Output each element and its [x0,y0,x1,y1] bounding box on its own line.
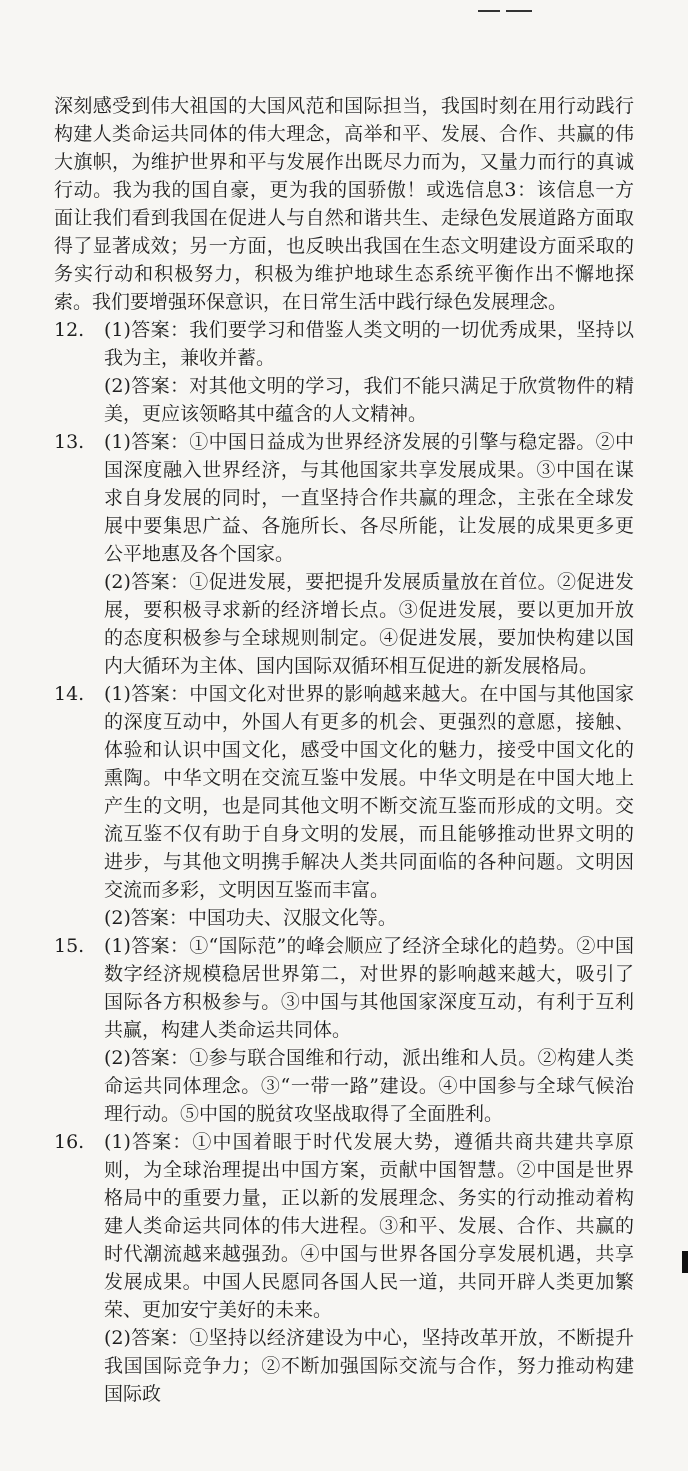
question-item-15 [54,932,634,1044]
answer-part-1: (1)答案：①中国日益成为世界经济发展的引擎与稳定器。②中国深度融入世界经济，与其他国家共享发展成果。③中国在谋求自身发展的同时，一直坚持合作共赢的理念，主张在全球发展中要集思广益、各施所长、各尽所能，让发展的成果更多更公平地惠及各个国家。 [104,431,634,565]
answer-part-2: (2)答案：对其他文明的学习，我们不能只满足于欣赏物件的精美，更应该领略其中蕴含的人文精神。 [104,375,634,425]
question-item-14 [54,680,634,904]
answer-part-1: (1)答案：我们要学习和借鉴人类文明的一切优秀成果，坚持以我为主，兼收并蓄。 [104,319,634,369]
question-number: 12. [54,319,85,341]
answer-part-1: (1)答案：①“国际范”的峰会顺应了经济全球化的趋势。②中国数字经济规模稳居世界第二，对世界的影响越来越大，吸引了国际各方积极参与。③中国与其他国家深度互动，有利于互利共赢，构建人类命运共同体。 [104,935,634,1041]
top-mark-right [506,10,532,12]
question-item-13 [54,428,634,568]
answer-part-1: (1)答案：中国文化对世界的影响越来越大。在中国与其他国家的深度互动中，外国人有更多的机会、更强烈的意愿，接触、体验和认识中国文化，感受中国文化的魅力，接受中国文化的熏陶。中华文明在交流互鉴中发展。中华文明是在中国大地上产生的文明，也是同其他文明不断交流互鉴而形成的文明。交流互鉴不仅有助于自身文明的发展，而且能够推动世界文明的进步，与其他文明携手解决人类共同面临的各种问题。文明因交流而多彩，文明因互鉴而丰富。 [104,683,634,901]
question-number: 15. [54,935,85,957]
answer-part-2: (2)答案：①促进发展，要把提升发展质量放在首位。②促进发展，要积极寻求新的经济增长点。③促进发展，要以更加开放的态度积极参与全球规则制定。④促进发展，要加快构建以国内大循环为主体、国内国际双循环相互促进的新发展格局。 [104,571,634,677]
question-number: 13. [54,431,85,453]
intro-paragraph: 深刻感受到伟大祖国的大国风范和国际担当，我国时刻在用行动践行构建人类命运共同体的伟大理念，高举和平、发展、合作、共赢的伟大旗帜，为维护世界和平与发展作出既尽力而为，又量力而行的真诚行动。我为我的国自豪，更为我的国骄傲！或选信息3：该信息一方面让我们看到我国在促进人与自然和谐共生、走绿色发展道路方面取得了显著成效；另一方面，也反映出我国在生态文明建设方面采取的务实行动和积极努力，积极为维护地球生态系统平衡作出不懈地探索。我们要增强环保意识，在日常生活中践行绿色发展理念。 [54,95,634,313]
answer-part-1: (1)答案：①中国着眼于时代发展大势，遵循共商共建共享原则，为全球治理提出中国方案，贡献中国智慧。②中国是世界格局中的重要力量，正以新的发展理念、务实的行动推动着构建人类命运共同体的伟大进程。③和平、发展、合作、共赢的时代潮流越来越强劲。④中国与世界各国分享发展机遇，共享发展成果。中国人民愿同各国人民一道，共同开辟人类更加繁荣、更加安宁美好的未来。 [104,1131,634,1321]
answer-part-2: (2)答案：①参与联合国维和行动，派出维和人员。②构建人类命运共同体理念。③“一带一路”建设。④中国参与全球气候治理行动。⑤中国的脱贫攻坚战取得了全面胜利。 [104,1047,634,1125]
answer-text [54,92,634,1408]
answer-part-2: (2)答案：中国功夫、汉服文化等。 [104,907,397,929]
answer-part-2: (2)答案：①坚持以经济建设为中心，坚持改革开放，不断提升我国国际竞争力；②不断加强国际交流与合作，努力推动构建国际政 [104,1327,634,1405]
question-item-16 [54,1128,634,1324]
question-number: 16. [54,1131,85,1153]
edge-tab [682,1251,688,1273]
top-mark-left [478,10,500,12]
question-number: 14. [54,683,85,705]
question-item-12 [54,316,634,372]
